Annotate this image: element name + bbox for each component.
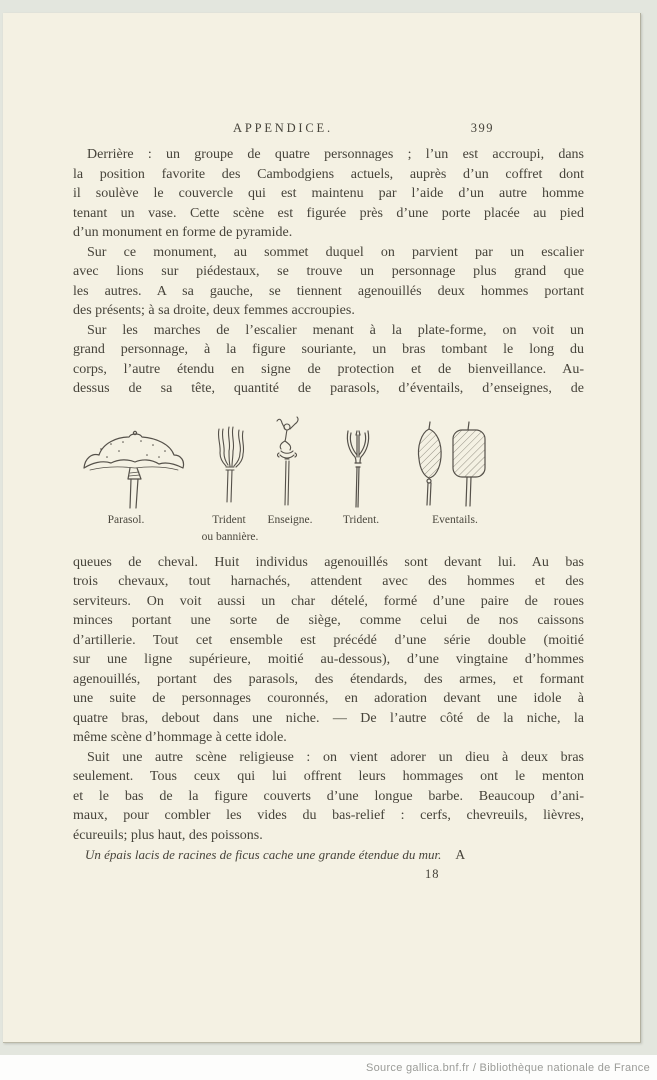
body-line: queues de cheval. Huit individus agenouillés sont devant lui. Au bas — [73, 554, 584, 570]
signature-mark: 18 — [425, 866, 440, 881]
body-line: avec lions sur piédestaux, se trouve un personnage plus grand que — [73, 264, 584, 279]
caption-trident-banner-line2: ou bannière. — [201, 530, 259, 543]
trident-drawing — [341, 427, 375, 509]
paragraph — [73, 243, 584, 321]
body-line: trois chevaux, tout harnachés, attendent avec des hommes et des — [73, 574, 584, 589]
body-line: quatre bras, debout dans une niche. — De l’autre côté de la niche, la — [73, 710, 584, 726]
caption-parasol: Parasol. — [107, 513, 145, 526]
body-line: seulement. Tous ceux qui lui offrent leurs hommages ont le menton — [73, 769, 584, 784]
body-line: sur une ligne supérieure, moitié au-dessous), d’une vingtaine d’hommes — [73, 652, 584, 667]
figure-illustrations — [73, 399, 584, 553]
body-line: Suit une autre scène religieuse : on vient adorer un dieu à deux bras — [87, 749, 584, 765]
italic-note-text: Un épais lacis de racines de ficus cache une grande étendue du mur. — [85, 847, 442, 862]
body-line: Sur ce monument, au sommet duquel on parvient par un escalier — [87, 244, 584, 260]
body-line: dessus de sa tête, quantité de parasols, d’éventails, d’enseignes, de — [73, 381, 584, 396]
body-line: agenouillés, portant des parasols, des étendards, des armes, et formant — [73, 671, 584, 687]
caption-trident: Trident. — [342, 513, 380, 526]
body-line: tenant un vase. Cette scène est figurée près d’une porte placée au pied — [73, 205, 584, 221]
caption-enseigne: Enseigne. — [267, 513, 313, 526]
body-line: serviteurs. On voit aussi un char dételé, formé d’une paire de roues — [73, 593, 584, 609]
body-line: et le bas de la figure couverts d’une longue barbe. Beaucoup d’ani- — [73, 788, 584, 804]
trident-banner-drawing — [214, 425, 246, 505]
body-line: minces portant une sorte de siège, comme celui de nos caissons — [73, 613, 584, 628]
body-line: corps, l’autre étendu en signe de protection et de bienveillance. Au- — [73, 361, 584, 377]
enseigne-drawing — [271, 415, 305, 508]
body-line: même scène d’hommage à cette idole. — [73, 730, 287, 745]
page-content — [73, 13, 584, 884]
catchword: A — [455, 847, 466, 862]
page-number: 399 — [470, 121, 494, 135]
body-line: maux, pour combler les vides du bas-relief : cerfs, chevreuils, lièvres, — [73, 808, 584, 823]
body-line: les autres. A sa gauche, se tiennent agenouillés deux hommes portant — [73, 283, 584, 299]
body-line: d’un monument en forme de pyramide. — [73, 225, 293, 240]
gallica-attribution-bar — [0, 1055, 657, 1080]
paragraph — [73, 145, 584, 243]
body-text — [73, 145, 584, 884]
body-line: Derrière : un groupe de quatre personnages ; l’un est accroupi, dans — [87, 147, 584, 162]
body-line: Sur les marches de l’escalier menant à la plate-forme, on voit un — [87, 322, 584, 338]
body-line: d’artillerie. Tout cet ensemble est précédé d’une série double (moitié — [73, 632, 584, 648]
body-line: écureuils; plus haut, des poissons. — [73, 827, 263, 843]
body-line: des présents; à sa droite, deux femmes accroupies. — [73, 303, 355, 318]
page-header — [73, 121, 584, 141]
running-title: APPENDICE. — [233, 121, 333, 135]
caption-trident-banner: Trident — [212, 513, 246, 526]
paragraph — [73, 553, 584, 748]
eventails-drawing — [409, 419, 487, 509]
body-line: la position favorite des Cambodgiens actuels, auprès d’un coffret dont — [73, 166, 584, 182]
body-line: grand personnage, à la figure souriante, un bras tombant le long du — [73, 342, 584, 357]
parasol-drawing — [81, 429, 186, 509]
book-page — [3, 13, 641, 1043]
caption-eventails: Eventails. — [432, 513, 478, 526]
italic-note-line — [73, 845, 584, 865]
body-line: une suite de personnages couronnés, en adoration devant une idole à — [73, 691, 584, 706]
paragraph — [73, 321, 584, 399]
paragraph — [73, 748, 584, 846]
source-attribution: Source gallica.bnf.fr / Bibliothèque nationale de France — [365, 1061, 650, 1074]
body-line: il soulève le couvercle qui est maintenu par l’aide d’un autre homme — [73, 186, 584, 201]
